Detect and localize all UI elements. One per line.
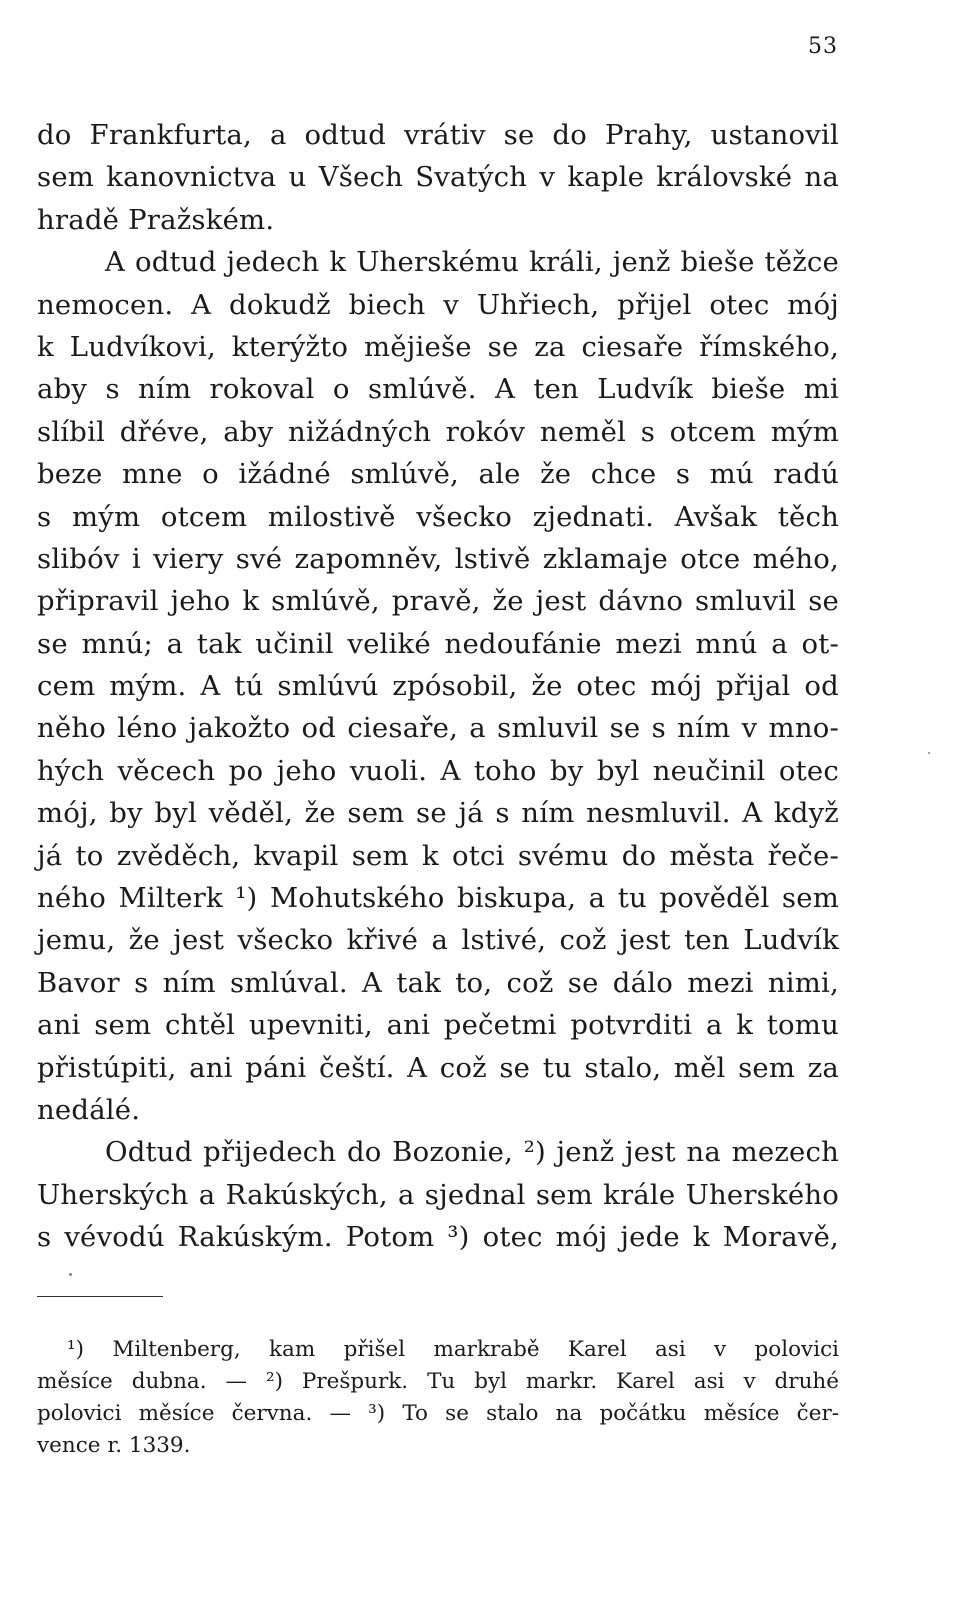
- text-line: sem kanovnictva u Všech Svatých v kaple královské na: [37, 161, 839, 194]
- text-line: přistúpiti, ani páni čeští. A což se tu stalo, měl sem za: [37, 1051, 839, 1084]
- text-line: mój, by byl věděl, že sem se já s ním nesmluvil. A když: [37, 797, 839, 830]
- footnote-separator: [37, 1296, 163, 1297]
- scan-speck: [928, 752, 930, 754]
- text-line: s mým otcem milostivě všecko zjednati. Avšak těch: [37, 500, 839, 533]
- footnote-line: polovici měsíce června. — ³) To se stalo na počátku měsíce čer-: [37, 1401, 839, 1426]
- text-line: jemu, že jest všecko křivé a lstivé, což jest ten Ludvík: [37, 924, 839, 957]
- paragraph-start-line: A odtud jedech k Uherskému králi, jenž bieše těžce: [105, 246, 839, 279]
- text-line: se mnú; a tak učinil veliké nedoufánie mezi mnú a ot-: [37, 627, 839, 660]
- text-line: do Frankfurta, a odtud vrátiv se do Prahy, ustanovil: [37, 119, 839, 151]
- text-line: Bavor s ním smlúval. A tak to, což se dálo mezi nimi,: [37, 966, 839, 999]
- text-line: připravil jeho k smlúvě, pravě, že jest dávno smluvil se: [37, 585, 839, 618]
- text-line: cem mým. A tú smlúvú zpósobil, že otec mój přijal od: [37, 670, 839, 703]
- text-line: nemocen. A dokudž biech v Uhřiech, přijel otec mój: [37, 288, 839, 321]
- text-line: já to zvěděch, kvapil sem k otci svému do města řeče-: [37, 839, 839, 872]
- main-text: [37, 114, 839, 1259]
- scan-speck: [69, 1273, 72, 1276]
- text-line: hých věcech po jeho vuoli. A toho by byl neučinil otec: [37, 754, 839, 787]
- text-line: beze mne o ižádné smlúvě, ale že chce s mú radú: [37, 458, 839, 491]
- footnotes: [37, 1334, 839, 1462]
- paragraph-start-line: Odtud přijedech do Bozonie, ²) jenž jest na mezech: [105, 1136, 839, 1169]
- text-line: ného Milterk ¹) Mohutského biskupa, a tu pověděl sem: [37, 882, 839, 915]
- text-line: s vévodú Rakúským. Potom ³) otec mój jede k Moravě,: [37, 1221, 839, 1254]
- text-line: aby s ním rokoval o smlúvě. A ten Ludvík bieše mi: [37, 373, 839, 406]
- footnote-line: měsíce dubna. — ²) Prešpurk. Tu byl markr. Karel asi v druhé: [37, 1369, 839, 1394]
- text-line: hradě Pražském.: [37, 203, 275, 236]
- text-line: slíbil dřéve, aby nižádných rokóv neměl s otcem mým: [37, 415, 839, 448]
- text-line: Uherských a Rakúských, a sjednal sem krále Uherského: [37, 1178, 839, 1211]
- footnote-line: ¹) Miltenberg, kam přišel markrabě Karel asi v polovici: [67, 1337, 839, 1362]
- text-line: nedálé.: [37, 1093, 141, 1126]
- text-line: k Ludvíkovi, kterýžto mějieše se za ciesaře římského,: [37, 330, 839, 363]
- text-line: něho léno jakožto od ciesaře, a smluvil se s ním v mno-: [37, 712, 839, 745]
- page-number: 53: [808, 34, 838, 59]
- footnote-line: vence r. 1339.: [37, 1433, 191, 1458]
- text-line: slibóv i viery své zapomněv, lstivě zklamaje otce mého,: [37, 542, 839, 575]
- text-line: ani sem chtěl upevniti, ani pečetmi potvrditi a k tomu: [37, 1009, 839, 1042]
